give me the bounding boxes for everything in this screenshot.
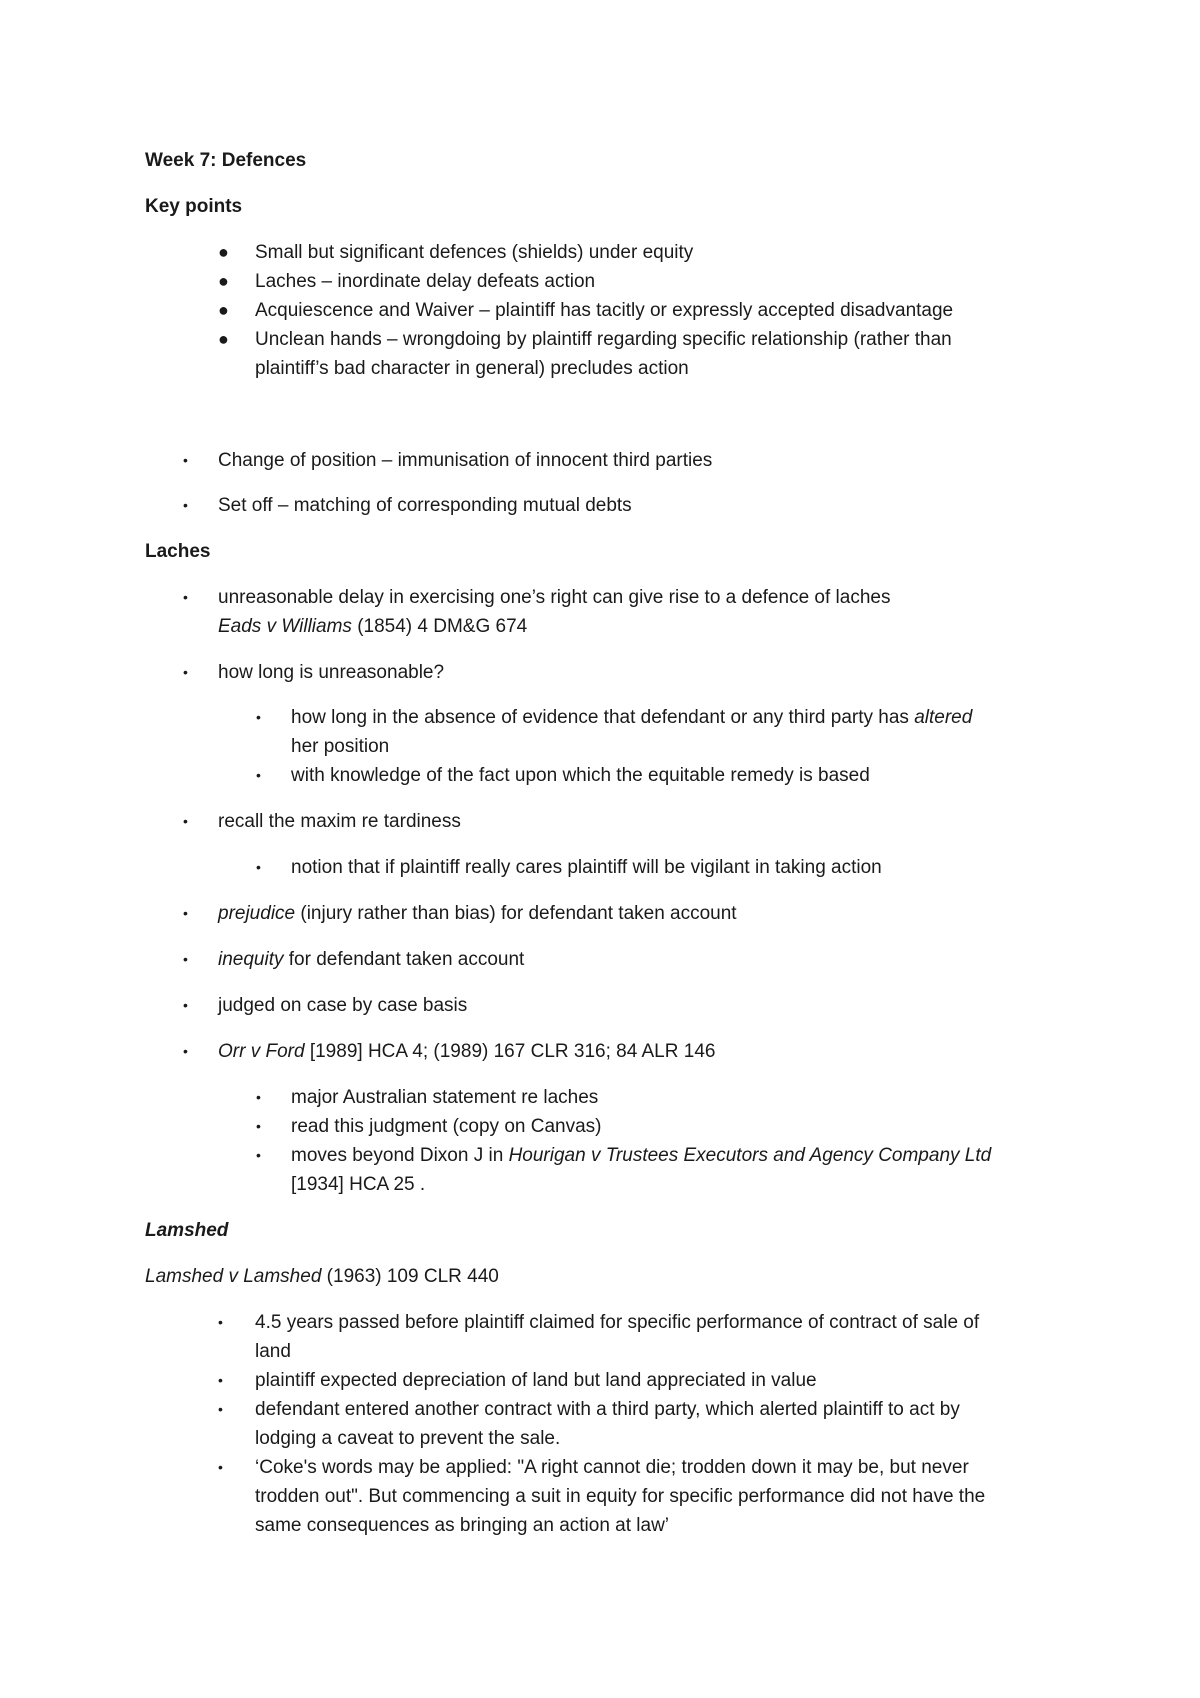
bullet-icon: • bbox=[256, 1147, 261, 1163]
text: how long in the absence of evidence that defendant or any third party has bbox=[291, 707, 915, 728]
case-citation bbox=[218, 612, 527, 641]
list-item-continuation: plaintiff’s bad character in general) precludes action bbox=[255, 358, 689, 379]
bullet-icon: ● bbox=[218, 300, 229, 320]
bullet-icon: ● bbox=[218, 271, 229, 291]
case-name: Eads v Williams bbox=[218, 616, 352, 637]
case-name: Hourigan v Trustees Executors and Agency Company Ltd bbox=[508, 1145, 992, 1166]
bullet-icon: • bbox=[183, 452, 188, 468]
list-item: judged on case by case basis bbox=[218, 995, 468, 1016]
case-cite: (1963) 109 CLR 440 bbox=[321, 1266, 499, 1287]
list-item: Laches – inordinate delay defeats action bbox=[255, 271, 596, 292]
bullet-icon: • bbox=[183, 951, 188, 967]
list-item: unreasonable delay in exercising one’s right can give rise to a defence of laches bbox=[218, 587, 891, 608]
bullet-icon: • bbox=[256, 859, 261, 875]
list-item: Set off – matching of corresponding mutual debts bbox=[218, 495, 632, 516]
bullet-icon: • bbox=[256, 1089, 261, 1105]
page-title: Week 7: Defences bbox=[145, 150, 307, 171]
emphasis: altered bbox=[914, 707, 973, 728]
bullet-icon: • bbox=[183, 813, 188, 829]
list-item: read this judgment (copy on Canvas) bbox=[291, 1116, 602, 1137]
list-item: notion that if plaintiff really cares plaintiff will be vigilant in taking action bbox=[291, 857, 882, 878]
case-name: Lamshed v Lamshed bbox=[145, 1266, 322, 1287]
laches-heading: Laches bbox=[145, 541, 211, 562]
case-citation bbox=[145, 1262, 499, 1291]
list-item: defendant entered another contract with a third party, which alerted plaintiff to act by bbox=[255, 1399, 960, 1420]
list-item bbox=[291, 1141, 991, 1170]
case-cite: [1989] HCA 4; (1989) 167 CLR 316; 84 ALR 146 bbox=[304, 1041, 716, 1062]
bullet-icon: • bbox=[256, 767, 261, 783]
list-item: 4.5 years passed before plaintiff claimed for specific performance of contract of sale of bbox=[255, 1312, 980, 1333]
bullet-icon: • bbox=[256, 1118, 261, 1134]
list-item: ‘Coke's words may be applied: "A right cannot die; trodden down it may be, but never bbox=[255, 1457, 969, 1478]
text: (injury rather than bias) for defendant taken account bbox=[295, 903, 737, 924]
bullet-icon: • bbox=[183, 664, 188, 680]
emphasis: prejudice bbox=[218, 903, 296, 924]
list-item bbox=[291, 703, 972, 732]
list-item: Change of position – immunisation of innocent third parties bbox=[218, 450, 713, 471]
bullet-icon: • bbox=[183, 497, 188, 513]
text: moves beyond Dixon J in bbox=[291, 1145, 509, 1166]
bullet-icon: • bbox=[256, 709, 261, 725]
lamshed-heading-text: Lamshed bbox=[145, 1220, 229, 1241]
bullet-icon: • bbox=[183, 905, 188, 921]
list-item-continuation: [1934] HCA 25 . bbox=[291, 1174, 426, 1195]
list-item: Acquiescence and Waiver – plaintiff has tacitly or expressly accepted disadvantage bbox=[255, 300, 954, 321]
list-item: Small but significant defences (shields) under equity bbox=[255, 242, 694, 263]
case-name: Orr v Ford bbox=[218, 1041, 305, 1062]
bullet-icon: • bbox=[218, 1401, 223, 1417]
list-item: Unclean hands – wrongdoing by plaintiff regarding specific relationship (rather than bbox=[255, 329, 952, 350]
list-item bbox=[218, 1037, 715, 1066]
bullet-icon: • bbox=[218, 1372, 223, 1388]
emphasis: inequity bbox=[218, 949, 284, 970]
list-item: how long is unreasonable? bbox=[218, 662, 445, 683]
list-item: major Australian statement re laches bbox=[291, 1087, 599, 1108]
case-cite: (1854) 4 DM&G 674 bbox=[351, 616, 528, 637]
bullet-icon: • bbox=[183, 1043, 188, 1059]
bullet-icon: ● bbox=[218, 242, 229, 262]
list-item: recall the maxim re tardiness bbox=[218, 811, 461, 832]
list-item: plaintiff expected depreciation of land but land appreciated in value bbox=[255, 1370, 817, 1391]
list-item-continuation: trodden out". But commencing a suit in equity for specific performance did not have the bbox=[255, 1486, 986, 1507]
list-item bbox=[218, 899, 737, 928]
list-item-continuation: her position bbox=[291, 736, 390, 757]
list-item-continuation: land bbox=[255, 1341, 291, 1362]
list-item: with knowledge of the fact upon which the equitable remedy is based bbox=[291, 765, 870, 786]
list-item-continuation: same consequences as bringing an action at law’ bbox=[255, 1515, 670, 1536]
lamshed-heading bbox=[145, 1216, 228, 1245]
list-item bbox=[218, 945, 524, 974]
text: for defendant taken account bbox=[283, 949, 525, 970]
key-points-heading: Key points bbox=[145, 196, 243, 217]
bullet-icon: • bbox=[183, 589, 188, 605]
list-item-continuation: lodging a caveat to prevent the sale. bbox=[255, 1428, 561, 1449]
bullet-icon: ● bbox=[218, 329, 229, 349]
bullet-icon: • bbox=[218, 1314, 223, 1330]
bullet-icon: • bbox=[183, 997, 188, 1013]
bullet-icon: • bbox=[218, 1459, 223, 1475]
